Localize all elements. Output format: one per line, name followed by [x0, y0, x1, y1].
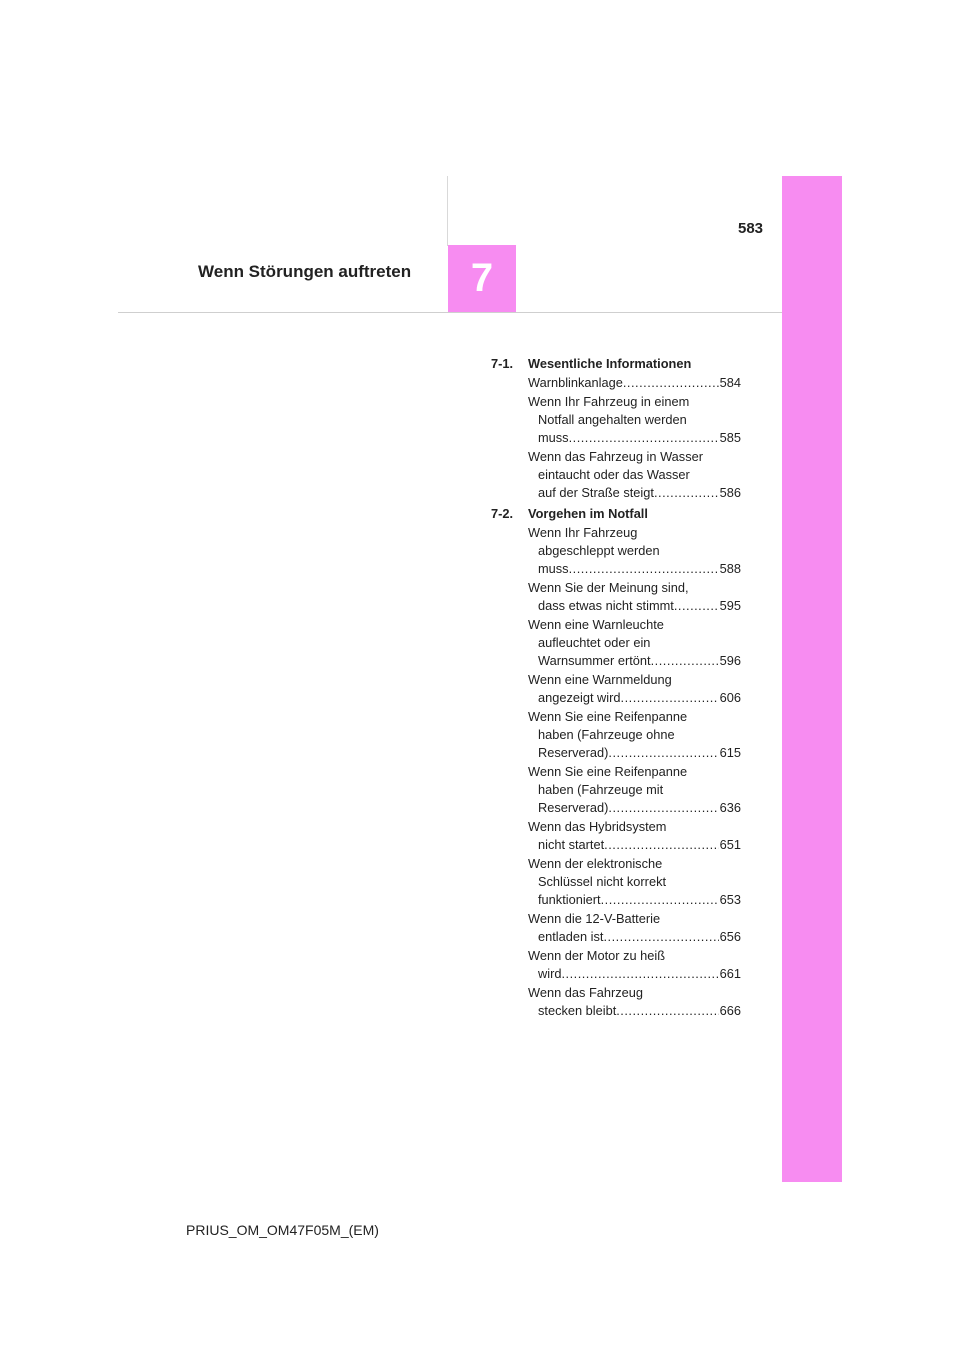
- toc-dot-leader: [561, 965, 718, 983]
- toc-entry[interactable]: [528, 671, 741, 707]
- toc-entry[interactable]: [528, 448, 741, 502]
- toc-entry-page: 661: [719, 966, 741, 981]
- toc-entry-page: 584: [719, 375, 741, 390]
- toc-entry-line: entladen ist: [538, 929, 604, 944]
- toc-entry-line: funktioniert: [538, 892, 601, 907]
- toc-entry-page: 615: [719, 745, 741, 760]
- toc-entry-line: Wenn das Hybridsystem: [528, 819, 667, 834]
- toc-entry-line: Wenn das Fahrzeug: [528, 985, 644, 1000]
- toc-entry[interactable]: [528, 910, 741, 946]
- toc-entry-page: 606: [719, 690, 741, 705]
- toc-entry-line: Reserverad): [538, 800, 609, 815]
- toc-dot-leader: [601, 891, 719, 909]
- toc-entry-page: 666: [719, 1003, 741, 1018]
- toc-entry-line: eintaucht oder das Wasser: [538, 467, 690, 482]
- toc-entry-line: Wenn der elektronische: [528, 856, 663, 871]
- toc-entry-line: haben (Fahrzeuge mit: [538, 782, 664, 797]
- chapter-number: 7: [470, 256, 494, 300]
- header-vertical-rule: [447, 176, 448, 246]
- toc-entry-line: nicht startet: [538, 837, 605, 852]
- toc-dot-leader: [608, 744, 718, 762]
- toc-entry-line: Wenn der Motor zu heiß: [528, 948, 666, 963]
- toc-entry-line: aufleuchtet oder ein: [538, 635, 651, 650]
- toc-entry-line: Wenn das Fahrzeug in Wasser: [528, 449, 703, 464]
- toc-entry[interactable]: [528, 855, 741, 909]
- chapter-thumb-tab: [782, 176, 842, 1182]
- toc-entry[interactable]: [528, 984, 741, 1020]
- chapter-title: Wenn Störungen auftreten: [198, 262, 412, 281]
- toc-entry[interactable]: [528, 818, 741, 854]
- toc-dot-leader: [604, 836, 718, 854]
- toc-dot-leader: [608, 799, 718, 817]
- toc-entry-line: Wenn Ihr Fahrzeug in einem: [528, 394, 690, 409]
- toc-entry-line: Notfall angehalten werden: [538, 412, 687, 427]
- toc-entry-line: haben (Fahrzeuge ohne: [538, 727, 675, 742]
- toc-entry-line: Warnsummer ertönt: [538, 653, 651, 668]
- toc-entry-line: stecken bleibt: [538, 1003, 617, 1018]
- toc-entry-page: 588: [719, 561, 741, 576]
- toc-entry-line: Reserverad): [538, 745, 609, 760]
- toc-dot-leader: [654, 484, 719, 502]
- toc-entry-line: muss: [538, 561, 569, 576]
- toc-dot-leader: [603, 928, 718, 946]
- toc-section: [491, 505, 741, 1020]
- toc-entry[interactable]: [528, 616, 741, 670]
- table-of-contents: [491, 355, 741, 1023]
- toc-entry[interactable]: [528, 393, 741, 447]
- toc-entry[interactable]: [528, 708, 741, 762]
- header-horizontal-rule: [118, 312, 782, 313]
- toc-entry-page: 656: [719, 929, 741, 944]
- toc-entry-line: Wenn eine Warnleuchte: [528, 617, 664, 632]
- toc-entry[interactable]: [528, 579, 741, 615]
- toc-entry-page: 585: [719, 430, 741, 445]
- toc-section-title: Wesentliche Informationen: [528, 356, 692, 371]
- toc-entry-page: 596: [719, 653, 741, 668]
- toc-dot-leader: [621, 689, 719, 707]
- toc-entry-line: muss: [538, 430, 569, 445]
- toc-dot-leader: [651, 652, 719, 670]
- footer-document-code: PRIUS_OM_OM47F05M_(EM): [186, 1222, 379, 1238]
- toc-dot-leader: [674, 597, 719, 615]
- toc-section-number: 7-1.: [491, 356, 514, 371]
- toc-entry-page: 651: [719, 837, 741, 852]
- toc-entry-line: angezeigt wird: [538, 690, 621, 705]
- toc-entry-line: Schlüssel nicht korrekt: [538, 874, 667, 889]
- toc-dot-leader: [616, 1002, 718, 1020]
- toc-entry-line: Wenn Ihr Fahrzeug: [528, 525, 638, 540]
- toc-entry-line: Wenn Sie eine Reifenpanne: [528, 709, 688, 724]
- toc-entry-page: 595: [719, 598, 741, 613]
- toc-section-title: Vorgehen im Notfall: [528, 506, 648, 521]
- toc-section-number: 7-2.: [491, 506, 514, 521]
- toc-entry-line: Wenn Sie der Meinung sind,: [528, 580, 689, 595]
- toc-entry-line: Wenn Sie eine Reifenpanne: [528, 764, 688, 779]
- toc-entry-line: Wenn die 12-V-Batterie: [528, 911, 661, 926]
- toc-section: [491, 355, 741, 502]
- toc-entry-line: Wenn eine Warnmeldung: [528, 672, 672, 687]
- toc-dot-leader: [569, 429, 719, 447]
- toc-entry-page: 636: [719, 800, 741, 815]
- toc-entry-page: 653: [719, 892, 741, 907]
- toc-entry-line: wird: [538, 966, 562, 981]
- toc-entry[interactable]: [528, 374, 741, 392]
- toc-entry[interactable]: [528, 763, 741, 817]
- toc-entry-line: auf der Straße steigt: [538, 485, 654, 500]
- toc-entry-line: dass etwas nicht stimmt: [538, 598, 674, 613]
- toc-section-heading: [491, 355, 741, 373]
- toc-entry[interactable]: [528, 524, 741, 578]
- toc-section-heading: [491, 505, 741, 523]
- toc-dot-leader: [569, 560, 719, 578]
- toc-entry-page: 586: [719, 485, 741, 500]
- toc-entry-line: Warnblinkanlage: [528, 375, 623, 390]
- toc-entry-line: abgeschleppt werden: [538, 543, 660, 558]
- page-number: 583: [738, 220, 764, 237]
- toc-dot-leader: [623, 374, 719, 392]
- toc-entry[interactable]: [528, 947, 741, 983]
- chapter-number-box: [448, 245, 516, 312]
